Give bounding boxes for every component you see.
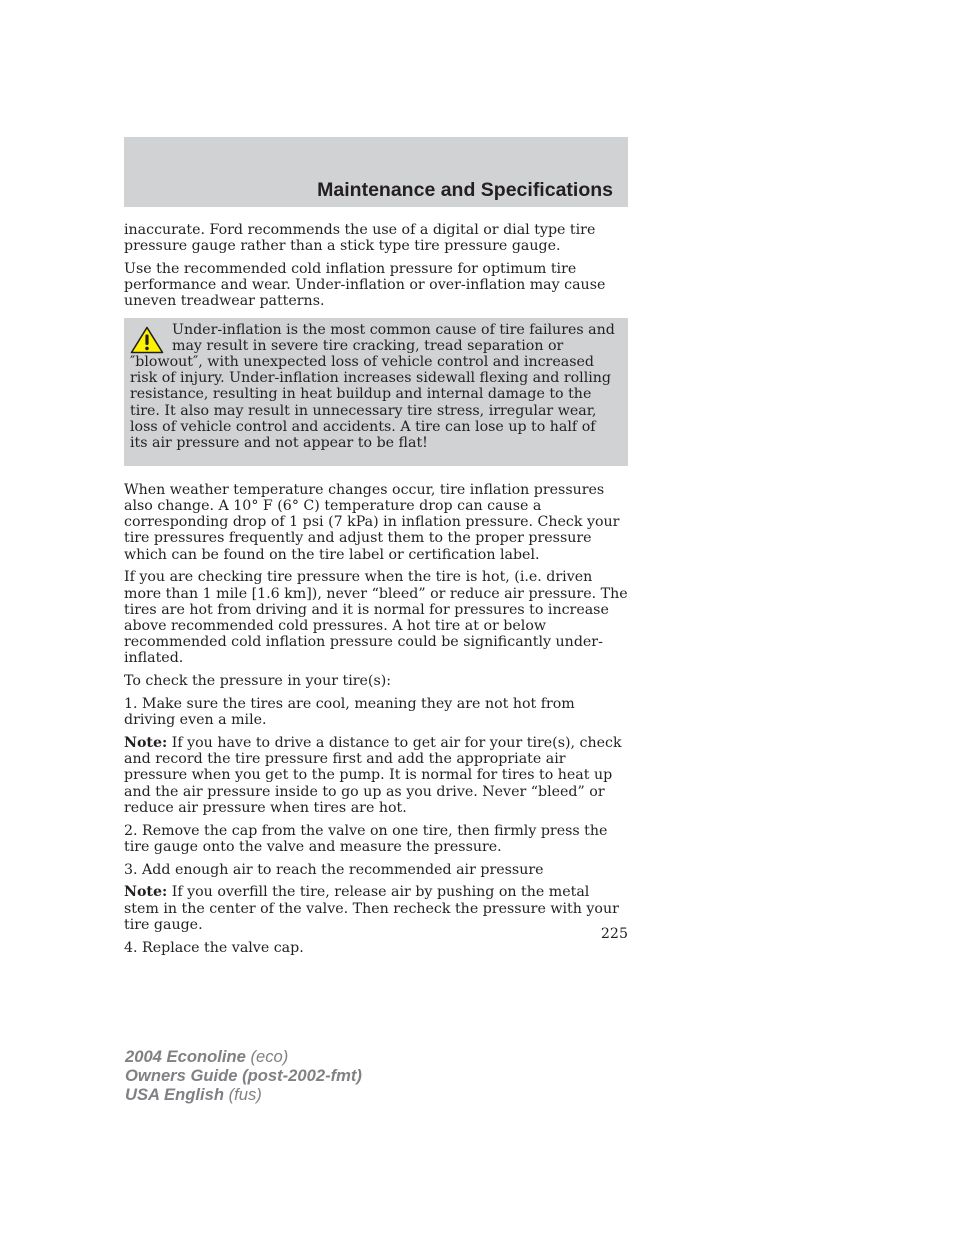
warning-text: Under-inflation is the most common cause of tire failures and may result in severe tire cracking, tread separation or ″blowout″, with unexpected loss of vehicle control and increased risk of injury. Under-inflation increases sidewall flexing and rolling resistance, resulting in heat buildup and internal damage to the tire. It also may result in unnecessary tire stress, irregular wear, loss of vehicle control and accidents. A tire can lose up to half of its air pressure and not appear to be flat!: [130, 321, 615, 452]
note-label: Note:: [124, 735, 168, 752]
section-title: Maintenance and Specifications: [317, 179, 613, 201]
footer-line-3: USA English (fus): [125, 1085, 262, 1104]
step-3: 3. Add enough air to reach the recommended air pressure: [124, 861, 544, 878]
footer-line-1: 2004 Econoline (eco): [125, 1047, 289, 1066]
paragraph-check-intro: To check the pressure in your tire(s):: [124, 673, 392, 690]
paragraph-cold-inflation: Use the recommended cold inflation pressure for optimum tire performance and wear. Under-inflation or over-inflation may cause uneven treadwear patterns.: [124, 261, 606, 310]
note-text: If you overfill the tire, release air by pushing on the metal stem in the center of the valve. Then recheck the pressure with your tire gauge.: [124, 884, 619, 933]
document-footer: [125, 1047, 362, 1104]
paragraph-gauge-recommendation: inaccurate. Ford recommends the use of a digital or dial type tire pressure gauge rather than a stick type tire pressure gauge.: [124, 222, 596, 255]
footer-line-2: Owners Guide (post-2002-fmt): [125, 1066, 362, 1085]
note-2: [124, 884, 628, 933]
step-2: 2. Remove the cap from the valve on one tire, then firmly press the tire gauge onto the valve and measure the pressure.: [124, 822, 608, 855]
step-4: 4. Replace the valve cap.: [124, 939, 304, 956]
note-1: [124, 735, 628, 816]
page-number: 225: [600, 926, 628, 942]
warning-box: [124, 318, 628, 466]
step-1: 1. Make sure the tires are cool, meaning they are not hot from driving even a mile.: [124, 696, 575, 729]
section-header-band: [124, 137, 628, 207]
paragraph-hot-tire: If you are checking tire pressure when the tire is hot, (i.e. driven more than 1 mile [1.6 km]), never “bleed” or reduce air pressure. The tires are hot from driving and it is normal for pressures to increase above recommended cold pressures. A hot tire at or below recommended cold inflation pressure could be significantly under-inflated.: [124, 569, 628, 667]
paragraph-temperature-change: When weather temperature changes occur, tire inflation pressures also change. A 10° F (6° C) temperature drop can cause a corresponding drop of 1 psi (7 kPa) in inflation pressure. Check your tire pressures frequently and adjust them to the proper pressure which can be found on the tire label or certification label.: [124, 481, 620, 563]
note-text: If you have to drive a distance to get air for your tire(s), check and record the tire pressure first and add the appropriate air pressure when you get to the pump. It is normal for tires to heat up and the air pressure inside to go up as you drive. Never “bleed” or reduce air pressure when tires are hot.: [124, 735, 622, 816]
warning-triangle-icon: [130, 326, 164, 354]
page-content: [124, 222, 628, 962]
note-label: Note:: [124, 884, 168, 901]
